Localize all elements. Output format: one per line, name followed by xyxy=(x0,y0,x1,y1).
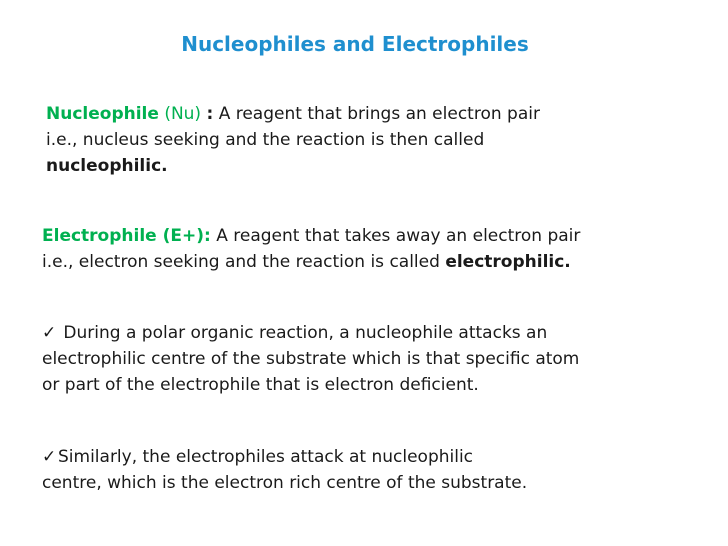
bullet-2-line-1-text: Similarly, the electrophiles attack at nucleophilic xyxy=(58,447,474,467)
electrophile-line-2-bold: electrophilic. xyxy=(445,252,571,272)
electrophile-definition-text: A reagent that takes away an electron pair xyxy=(216,226,581,246)
bullet-1-line-1 xyxy=(42,320,579,346)
bullet-1-line-1-text: During a polar organic reaction, a nucleophile attacks an xyxy=(63,323,548,343)
nucleophile-line-1 xyxy=(46,101,540,127)
nucleophile-line-3: nucleophilic. xyxy=(46,156,168,176)
electrophile-line-1 xyxy=(42,223,580,249)
electrophile-line-2 xyxy=(42,249,580,275)
bullet-1-line-2: electrophilic centre of the substrate which is that specific atom xyxy=(42,349,580,369)
checkmark-icon: ✓ xyxy=(42,323,57,343)
nucleophile-definition-text: A reagent that brings an electron pair xyxy=(218,104,540,124)
electrophile-definition xyxy=(42,223,580,275)
slide-title: Nucleophiles and Electrophiles xyxy=(181,32,529,56)
nucleophile-definition xyxy=(46,101,540,179)
electrophile-term: Electrophile (E+): xyxy=(42,226,211,246)
nucleophile-abbreviation: (Nu) xyxy=(164,104,202,124)
electrophile-line-2-text: i.e., electron seeking and the reaction is called xyxy=(42,252,440,272)
nucleophile-line-2: i.e., nucleus seeking and the reaction is then called xyxy=(46,130,485,150)
bullet-electrophile-attack xyxy=(42,444,527,496)
checkmark-icon: ✓ xyxy=(42,447,57,467)
bullet-1-line-3: or part of the electrophile that is electron deficient. xyxy=(42,375,479,395)
nucleophile-term: Nucleophile xyxy=(46,104,159,124)
bullet-2-line-1 xyxy=(42,444,527,470)
nucleophile-colon: : xyxy=(206,104,214,124)
bullet-polar-reaction xyxy=(42,320,579,398)
bullet-2-line-2: centre, which is the electron rich centre of the substrate. xyxy=(42,473,528,493)
